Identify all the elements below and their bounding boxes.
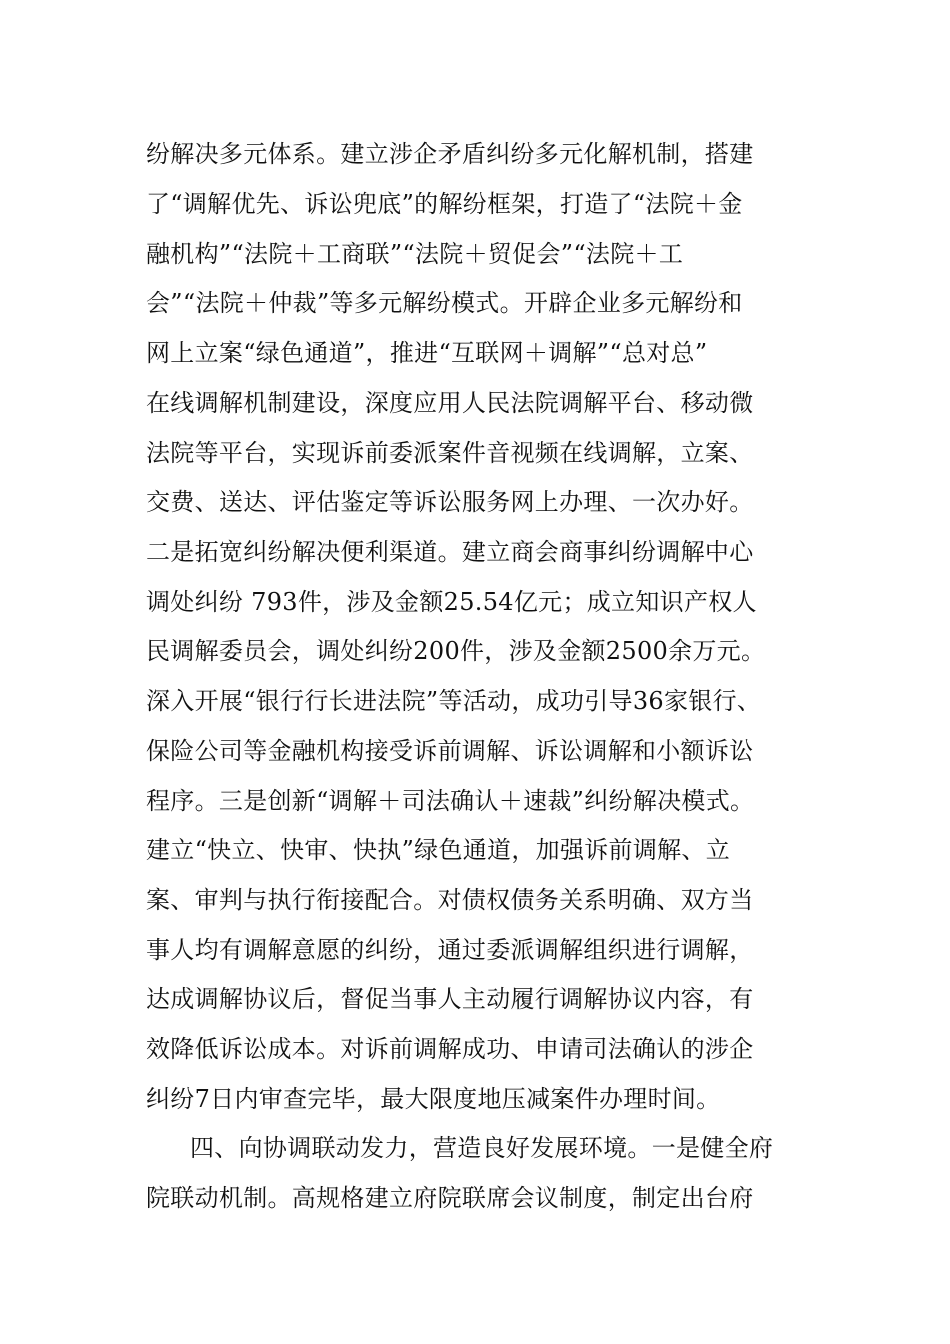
text-line: 民调解委员会，调处纠纷200件，涉及金额2500余万元。 xyxy=(146,637,766,665)
text-line: 调处纠纷 793件，涉及金额25.54亿元；成立知识产权人 xyxy=(146,588,757,616)
text-line: 程序。三是创新“调解＋司法确认＋速裁”纠纷解决模式。 xyxy=(146,787,755,815)
text-line: 网上立案“绿色通道”，推进“互联网＋调解”“总对总” xyxy=(146,339,708,367)
text-line: 了“调解优先、诉讼兜底”的解纷框架，打造了“法院＋金 xyxy=(146,190,743,218)
text-line: 效降低诉讼成本。对诉前调解成功、申请司法确认的涉企 xyxy=(146,1035,754,1063)
text-line: 达成调解协议后，督促当事人主动履行调解协议内容，有 xyxy=(146,985,754,1013)
text-line: 院联动机制。高规格建立府院联席会议制度，制定出台府 xyxy=(146,1184,754,1212)
text-line: 深入开展“银行行长进法院”等活动，成功引导36家银行、 xyxy=(146,687,762,715)
text-line: 融机构”“法院＋工商联”“法院＋贸促会”“法院＋工 xyxy=(146,240,684,268)
text-line: 在线调解机制建设，深度应用人民法院调解平台、移动微 xyxy=(146,389,754,417)
text-line: 建立“快立、快审、快执”绿色通道，加强诉前调解、立 xyxy=(146,836,731,864)
section-heading-line: 四、向协调联动发力，营造良好发展环境。一是健全府 xyxy=(190,1134,774,1162)
text-line: 事人均有调解意愿的纠纷，通过委派调解组织进行调解， xyxy=(146,936,754,964)
text-line: 交费、送达、评估鉴定等诉讼服务网上办理、一次办好。 xyxy=(146,488,754,516)
text-line: 会”“法院＋仲裁”等多元解纷模式。开辟企业多元解纷和 xyxy=(146,289,743,317)
text-line: 二是拓宽纠纷解决便利渠道。建立商会商事纠纷调解中心 xyxy=(146,538,754,566)
text-line: 纷解决多元体系。建立涉企矛盾纠纷多元化解机制，搭建 xyxy=(146,140,754,168)
text-line: 法院等平台，实现诉前委派案件音视频在线调解，立案、 xyxy=(146,439,754,467)
text-line: 纠纷7日内审查完毕，最大限度地压减案件办理时间。 xyxy=(146,1085,721,1113)
text-line: 保险公司等金融机构接受诉前调解、诉讼调解和小额诉讼 xyxy=(146,737,754,765)
text-line: 案、审判与执行衔接配合。对债权债务关系明确、双方当 xyxy=(146,886,754,914)
